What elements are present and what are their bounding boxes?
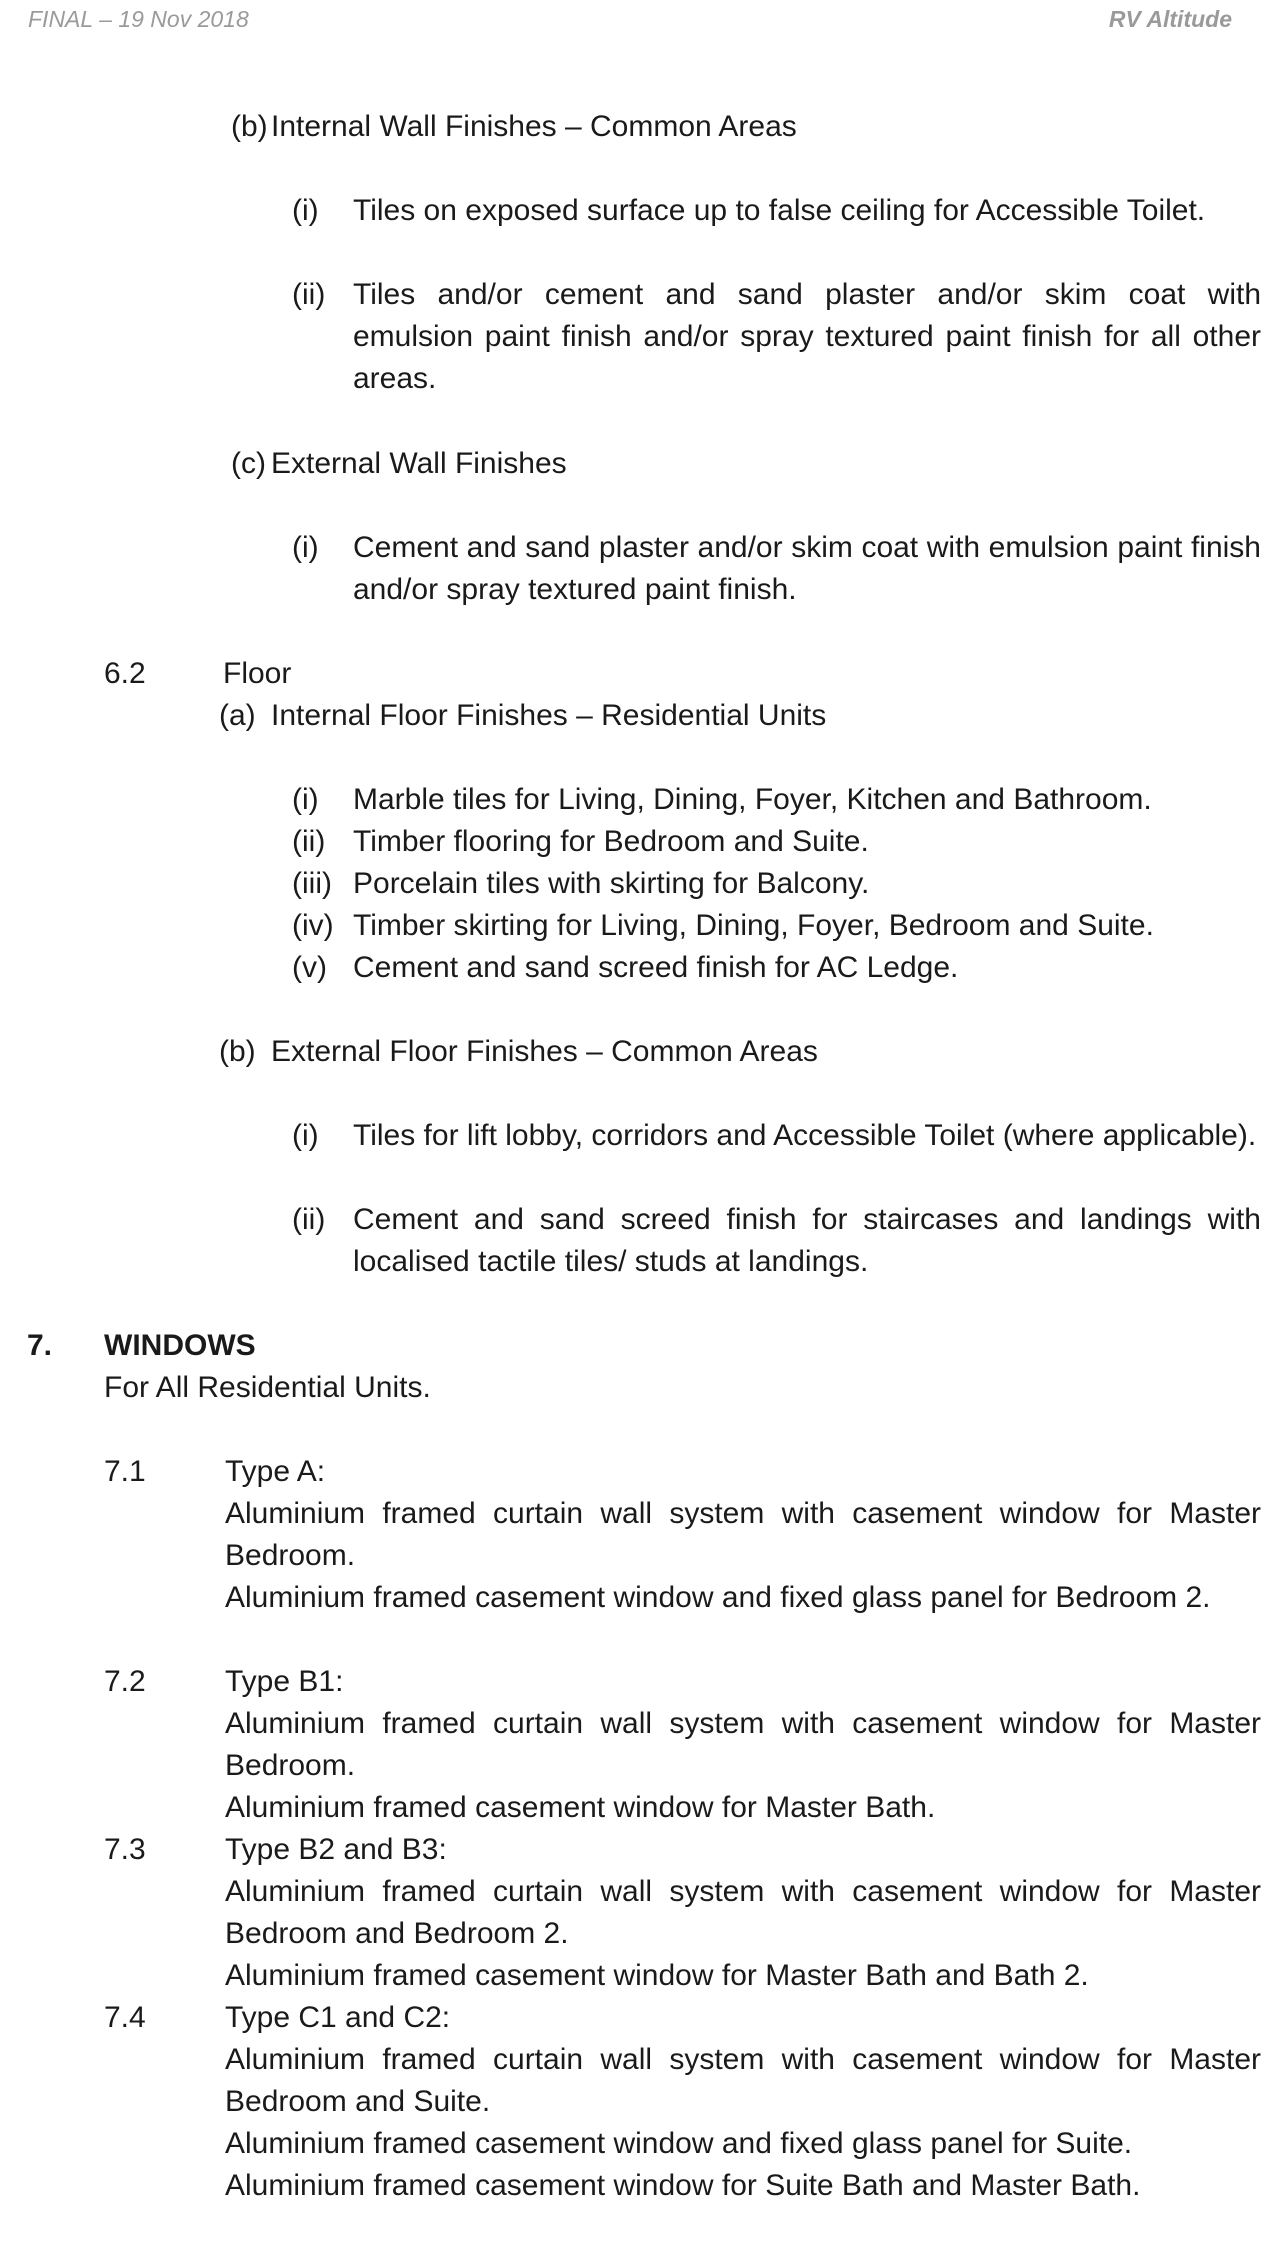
- floor-a-item-4-marker: (iv): [292, 909, 334, 942]
- type-c1-c2-line-3: Aluminium framed casement window for Suite Bath and Master Bath.: [225, 2169, 1141, 2202]
- wall-c-item-1-text: Cement and sand plaster and/or skim coat with emulsion paint finish and/or spray textured paint finish.: [353, 531, 1261, 606]
- type-b1-title: Type B1:: [225, 1665, 344, 1698]
- floor-title: Floor: [223, 657, 292, 690]
- type-a-line-1: Aluminium framed curtain wall system with casement window for Master Bedroom.: [225, 1497, 1261, 1572]
- wall-c-marker: (c): [231, 447, 266, 480]
- floor-a-item-4-text: Timber skirting for Living, Dining, Foyer, Bedroom and Suite.: [353, 909, 1154, 942]
- wall-b-item-1-marker: (i): [292, 194, 319, 227]
- floor-a-item-2-text: Timber flooring for Bedroom and Suite.: [353, 825, 869, 858]
- wall-b-item-1-text: Tiles on exposed surface up to false ceiling for Accessible Toilet.: [353, 194, 1206, 227]
- floor-a-item-1-text: Marble tiles for Living, Dining, Foyer, Kitchen and Bathroom.: [353, 783, 1152, 816]
- type-b2-b3-line-2: Aluminium framed casement window for Master Bath and Bath 2.: [225, 1959, 1089, 1992]
- type-c1-c2-title: Type C1 and C2:: [225, 2001, 451, 2034]
- floor-a-title: Internal Floor Finishes – Residential Units: [271, 699, 827, 732]
- type-a-number: 7.1: [104, 1455, 146, 1488]
- floor-b-title: External Floor Finishes – Common Areas: [271, 1035, 818, 1068]
- wall-b-item-2-text: Tiles and/or cement and sand plaster and/or skim coat with emulsion paint finish and/or spray textured paint finish for all other areas.: [353, 278, 1261, 395]
- floor-a-item-2-marker: (ii): [292, 825, 326, 858]
- type-a-title: Type A:: [225, 1455, 326, 1488]
- windows-title: WINDOWS: [104, 1329, 256, 1362]
- wall-b-marker: (b): [231, 110, 268, 143]
- type-b1-number: 7.2: [104, 1665, 146, 1698]
- type-b2-b3-line-1: Aluminium framed curtain wall system with casement window for Master Bedroom and Bedroom 2.: [225, 1875, 1261, 1950]
- type-c1-c2-line-1: Aluminium framed curtain wall system with casement window for Master Bedroom and Suite.: [225, 2043, 1261, 2118]
- header-project-name: RV Altitude: [1108, 6, 1232, 32]
- wall-c-title: External Wall Finishes: [271, 447, 567, 480]
- floor-a-item-1-marker: (i): [292, 783, 319, 816]
- floor-b-item-1-text: Tiles for lift lobby, corridors and Accessible Toilet (where applicable).: [353, 1119, 1257, 1152]
- type-c1-c2-number: 7.4: [104, 2001, 146, 2034]
- floor-b-marker: (b): [219, 1035, 256, 1068]
- floor-number: 6.2: [104, 657, 146, 690]
- windows-intro: For All Residential Units.: [104, 1371, 431, 1404]
- floor-a-item-3-text: Porcelain tiles with skirting for Balcony.: [353, 867, 870, 900]
- type-b2-b3-title: Type B2 and B3:: [225, 1833, 447, 1866]
- windows-number: 7.: [27, 1329, 53, 1362]
- type-b2-b3-number: 7.3: [104, 1833, 146, 1866]
- wall-c-item-1-marker: (i): [292, 531, 319, 564]
- type-a-line-2: Aluminium framed casement window and fixed glass panel for Bedroom 2.: [225, 1581, 1211, 1614]
- wall-b-title: Internal Wall Finishes – Common Areas: [271, 110, 797, 143]
- type-b1-line-2: Aluminium framed casement window for Master Bath.: [225, 1791, 936, 1824]
- header-date: FINAL – 19 Nov 2018: [28, 6, 249, 32]
- floor-b-item-2-marker: (ii): [292, 1203, 326, 1236]
- floor-a-marker: (a): [219, 699, 256, 732]
- type-b1-line-1: Aluminium framed curtain wall system with casement window for Master Bedroom.: [225, 1707, 1261, 1782]
- type-c1-c2-line-2: Aluminium framed casement window and fixed glass panel for Suite.: [225, 2127, 1133, 2160]
- floor-b-item-1-marker: (i): [292, 1119, 319, 1152]
- floor-a-item-5-text: Cement and sand screed finish for AC Ledge.: [353, 951, 959, 984]
- floor-a-item-5-marker: (v): [292, 951, 327, 984]
- floor-b-item-2-text: Cement and sand screed finish for staircases and landings with localised tactile tiles/ studs at landings.: [353, 1203, 1261, 1278]
- wall-b-item-2-marker: (ii): [292, 278, 326, 311]
- floor-a-item-3-marker: (iii): [292, 867, 332, 900]
